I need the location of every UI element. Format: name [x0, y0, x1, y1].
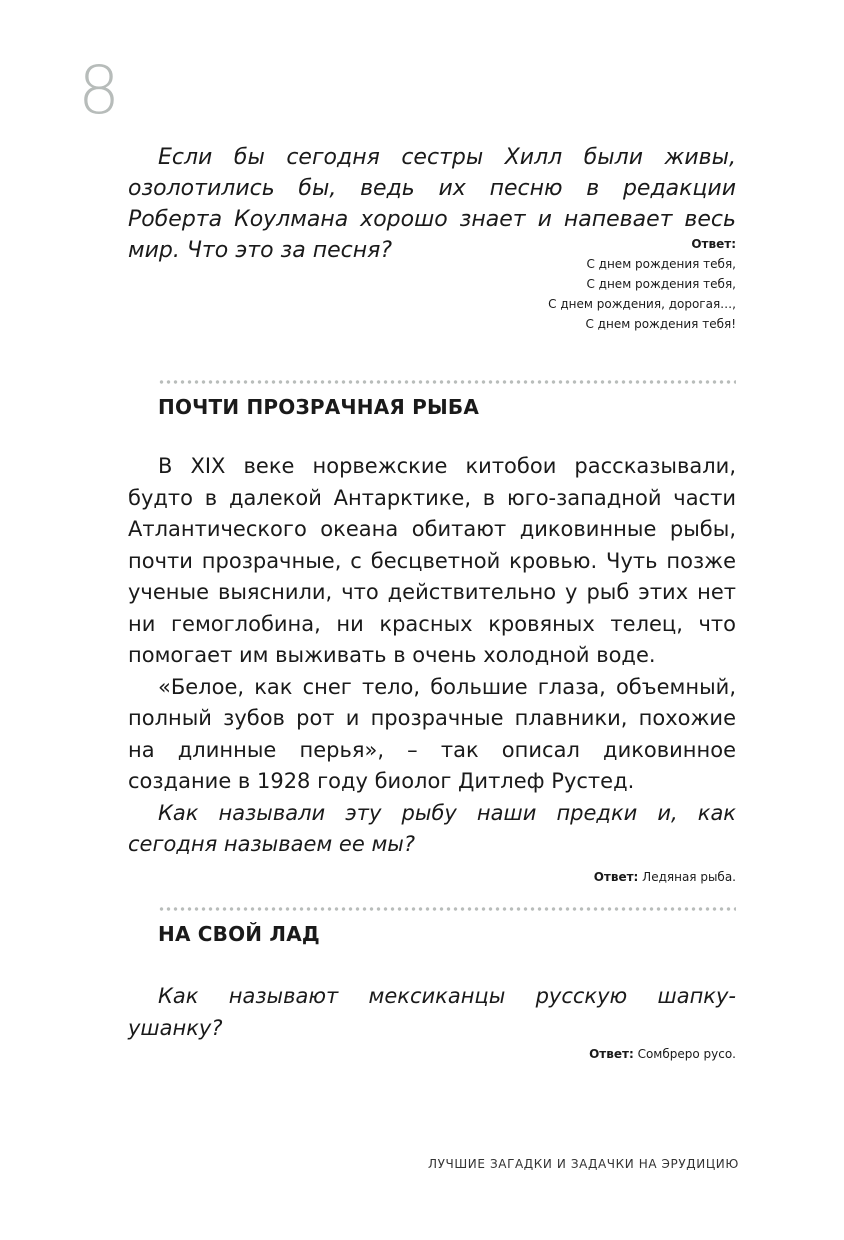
answer-label: Ответ:	[593, 869, 639, 884]
dotted-divider	[158, 906, 736, 912]
page-number: 8	[78, 52, 120, 129]
paragraph: «Белое, как снег тело, большие глаза, объемный, полный зубов рот и прозрачные плавники, похожие на длинные перья», – так описал диковинное создание в 1928 году биолог Дитлеф Рустед.	[128, 674, 736, 793]
intro-question: Если бы сегодня сестры Хилл были живы, озолотились бы, ведь их песню в редакции Роберта Коулмана хорошо знает и напевает весь мир. Что это за песня?	[128, 145, 736, 263]
paragraph: В XIX веке норвежские китобои рассказывали, будто в далекой Антарктике, в юго-западной части Атлантического океана обитают диковинные рыбы, почти прозрачные, с бесцветной кровью. Чуть позже ученые выяснили, что действительно у рыб этих нет ни гемоглобина, ни красных кровяных телец, что помогает им выживать в очень холодной воде.	[128, 454, 736, 667]
section1-question: Как называли эту рыбу наши предки и, как сегодня называем ее мы?	[128, 800, 736, 856]
section2-question: Как называют мексиканцы русскую шапку-ушанку?	[128, 984, 736, 1040]
answer-line: С днем рождения тебя!	[585, 317, 736, 331]
dotted-divider	[158, 379, 736, 385]
intro-answer	[128, 234, 736, 334]
section2-answer	[128, 1044, 736, 1064]
section2-body	[128, 981, 736, 1064]
answer-line: С днем рождения, дорогая…,	[548, 297, 736, 311]
answer-text: Ледяная рыба.	[642, 869, 736, 884]
answer-text: Сомбреро русо.	[637, 1047, 736, 1061]
section-title: НА СВОЙ ЛАД	[158, 922, 320, 946]
answer-label: Ответ:	[589, 1047, 634, 1061]
section1-answer	[128, 867, 736, 887]
answer-line: С днем рождения тебя,	[586, 277, 736, 291]
answer-line: С днем рождения тебя,	[586, 257, 736, 271]
answer-label: Ответ:	[691, 237, 736, 251]
running-footer: ЛУЧШИЕ ЗАГАДКИ И ЗАДАЧКИ НА ЭРУДИЦИЮ	[428, 1157, 739, 1171]
section-title: ПОЧТИ ПРОЗРАЧНАЯ РЫБА	[158, 395, 480, 419]
section1-body	[128, 451, 736, 887]
